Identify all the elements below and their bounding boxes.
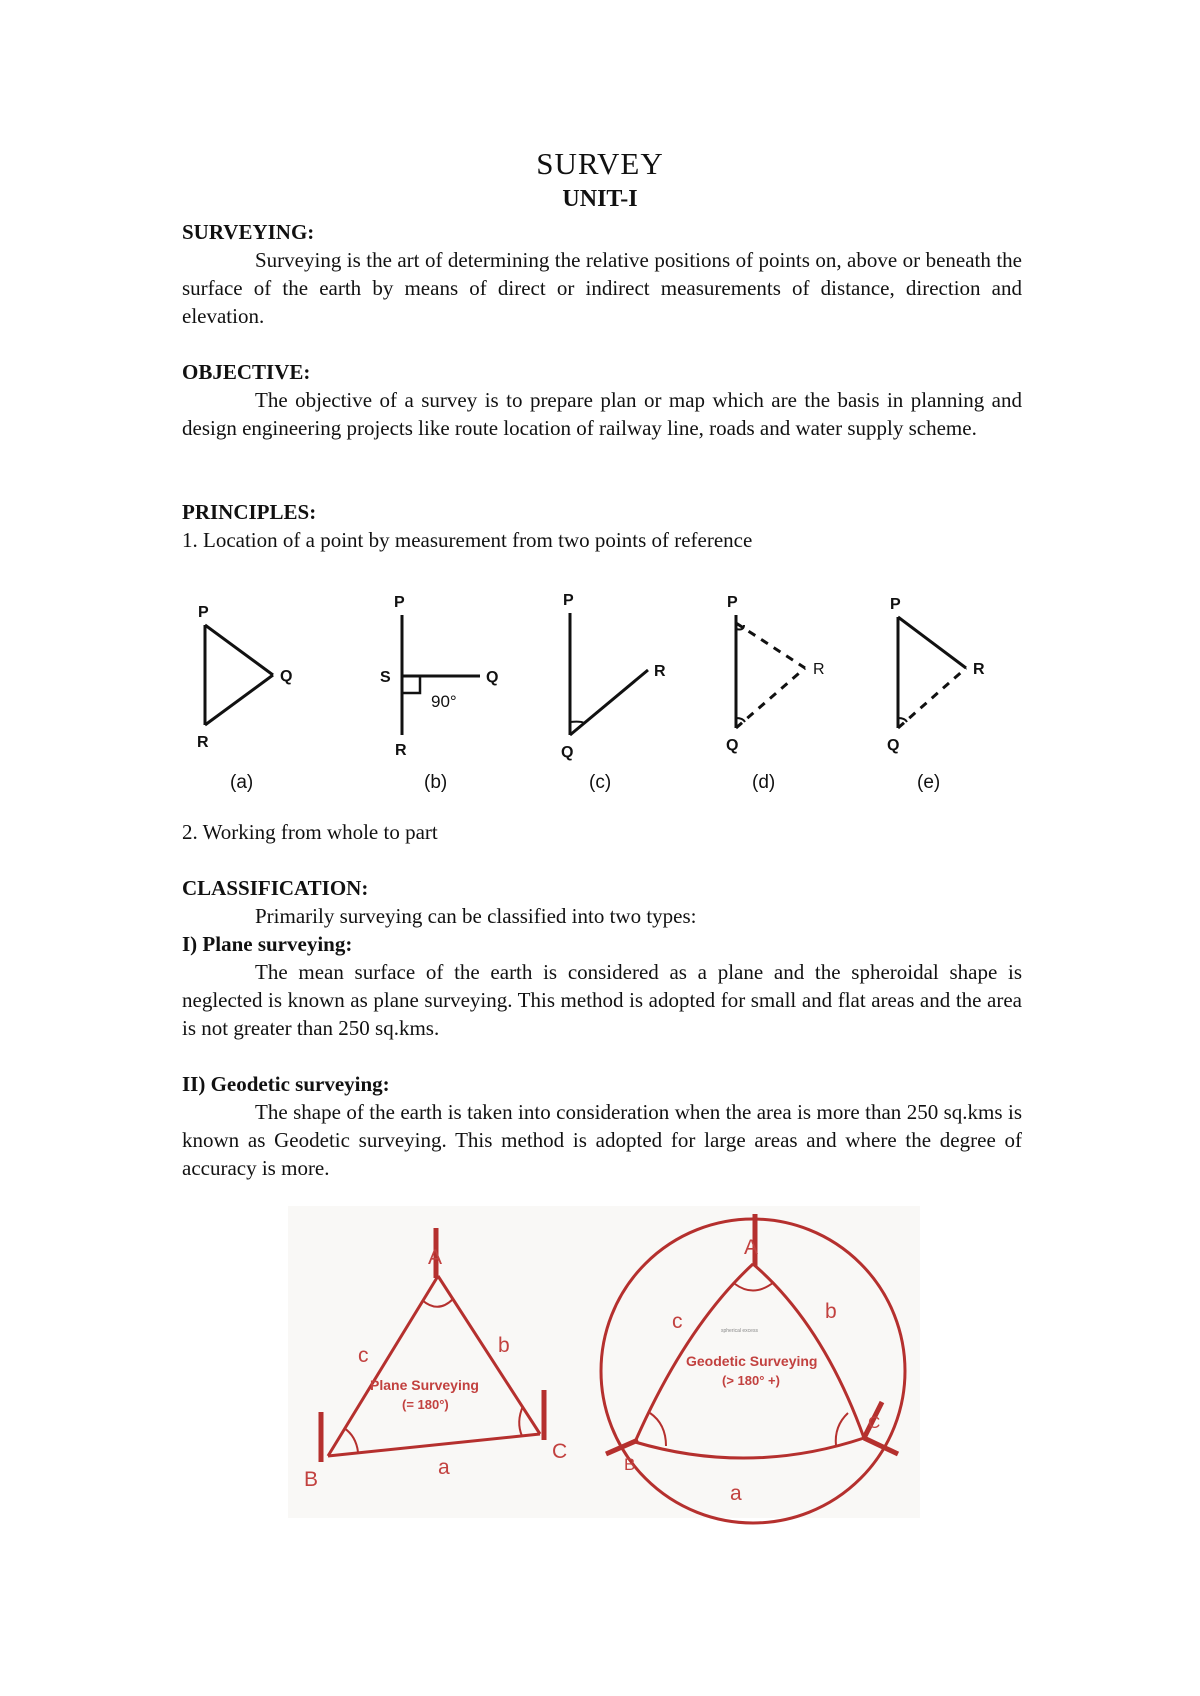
plane-vertex-b: B bbox=[304, 1468, 319, 1491]
plane-side-a: a bbox=[438, 1456, 450, 1479]
principles-section bbox=[182, 498, 1022, 554]
objective-text: The objective of a survey is to prepare plan or map which are the basis in planning and design engineering projects like route location of railway line, roads and water supply scheme. bbox=[182, 388, 1022, 440]
geodetic-side-c: c bbox=[672, 1310, 683, 1333]
plane-side-c: c bbox=[358, 1344, 369, 1367]
geodetic-surveying-heading: II) Geodetic surveying: bbox=[182, 1072, 390, 1096]
surveying-section bbox=[182, 218, 1022, 330]
panel-b-label-q: Q bbox=[486, 669, 499, 686]
panel-c-label-r: R bbox=[654, 663, 666, 680]
panel-a-label-q: Q bbox=[280, 668, 293, 685]
panel-e-caption: (e) bbox=[917, 772, 941, 793]
panel-b-label-p: P bbox=[394, 594, 405, 611]
geodetic-surveying-label: Geodetic Surveying bbox=[686, 1353, 818, 1369]
unit-title: UNIT-I bbox=[562, 186, 638, 212]
plane-vertex-a: A bbox=[428, 1246, 443, 1269]
plane-side-b: b bbox=[498, 1334, 510, 1357]
panel-e-label-r: R bbox=[973, 661, 985, 678]
panel-d-label-r: R bbox=[813, 661, 825, 678]
principle-2: 2. Working from whole to part bbox=[182, 820, 438, 844]
panel-c-label-q: Q bbox=[561, 744, 574, 761]
geodetic-angle-sum: (> 180° +) bbox=[722, 1373, 780, 1388]
panel-d-label-p: P bbox=[727, 594, 738, 611]
principle-1: 1. Location of a point by measurement from two points of reference bbox=[182, 528, 753, 552]
classification-section bbox=[182, 874, 1022, 1042]
panel-a-label-p: P bbox=[198, 604, 209, 621]
panel-a-label-r: R bbox=[197, 734, 209, 751]
surveying-definition: Surveying is the art of determining the relative positions of points on, above or beneath the surface of the earth by means of direct or indirect measurements of distance, direction and elevation. bbox=[182, 248, 1022, 328]
panel-e-triangulation bbox=[898, 617, 966, 728]
classification-intro: Primarily surveying can be classified into two types: bbox=[255, 904, 697, 928]
panel-c-label-p: P bbox=[563, 592, 574, 609]
plane-surveying-heading: I) Plane surveying: bbox=[182, 932, 353, 956]
panel-c-angle bbox=[570, 613, 648, 735]
geodetic-vertex-a: A bbox=[744, 1236, 759, 1259]
surveying-heading: SURVEYING: bbox=[182, 220, 315, 244]
principle-figure bbox=[180, 585, 985, 800]
panel-b-label-r: R bbox=[395, 742, 407, 759]
panel-d-caption: (d) bbox=[752, 772, 776, 793]
geodetic-side-a: a bbox=[730, 1482, 742, 1505]
plane-surveying-label: Plane Surveying bbox=[370, 1377, 479, 1393]
plane-angle-sum: (= 180°) bbox=[402, 1397, 449, 1412]
principle-2-block bbox=[182, 818, 1022, 846]
objective-section bbox=[182, 358, 1022, 442]
geodetic-vertex-c: C bbox=[868, 1413, 881, 1432]
plane-vertex-c: C bbox=[552, 1440, 568, 1463]
document-title: SURVEY bbox=[536, 146, 664, 181]
panel-a-triangle bbox=[205, 625, 273, 725]
surveying-comparison-figure bbox=[288, 1206, 920, 1518]
panel-b-label-s: S bbox=[380, 669, 391, 686]
panel-c-caption: (c) bbox=[589, 772, 612, 793]
panel-b-caption: (b) bbox=[424, 772, 448, 793]
panel-a-caption: (a) bbox=[230, 772, 254, 793]
panel-d-traverse bbox=[736, 615, 805, 728]
panel-e-label-p: P bbox=[890, 596, 901, 613]
classification-heading: CLASSIFICATION: bbox=[182, 876, 369, 900]
principles-heading: PRINCIPLES: bbox=[182, 500, 317, 524]
objective-heading: OBJECTIVE: bbox=[182, 360, 311, 384]
panel-b-angle: 90° bbox=[431, 692, 457, 711]
geodetic-small-label: spherical excess bbox=[721, 1328, 758, 1334]
geodetic-section bbox=[182, 1070, 1022, 1182]
geodetic-side-b: b bbox=[825, 1300, 837, 1323]
geodetic-surveying-text: The shape of the earth is taken into consideration when the area is more than 250 sq.kms is known as Geodetic surveying. This method is adopted for large areas and where the degree of accuracy is more. bbox=[182, 1100, 1022, 1180]
panel-b-offset bbox=[402, 615, 480, 735]
panel-e-label-q: Q bbox=[887, 737, 900, 754]
plane-surveying-text: The mean surface of the earth is considered as a plane and the spheroidal shape is neglected is known as plane surveying. This method is adopted for small and flat areas and the area is not greater than 250 sq.kms. bbox=[182, 960, 1022, 1040]
geodetic-vertex-b: B bbox=[624, 1455, 636, 1474]
panel-d-label-q: Q bbox=[726, 737, 739, 754]
